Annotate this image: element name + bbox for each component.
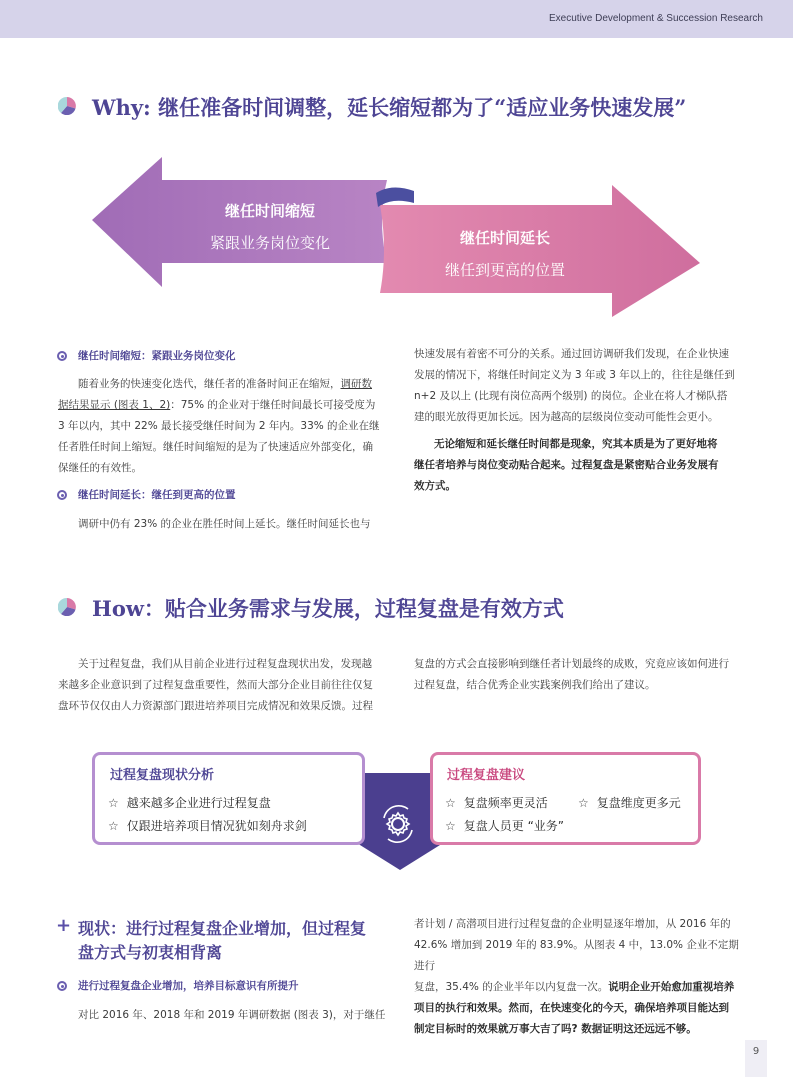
why-paragraph-2: 调研中仍有 23% 的企业在胜任时间上延长。继任时间延长也与	[78, 518, 371, 530]
star-icon: ☆	[445, 796, 456, 810]
status-title: 现状：进行过程复盘企业增加，但过程复 盘方式与初衷相背离	[78, 919, 367, 962]
star-icon: ☆	[108, 819, 119, 833]
status-analysis-item: ☆ 越来越多企业进行过程复盘	[108, 796, 271, 810]
bullet-heading-status: 进行过程复盘企业增加，培养目标意识有所提升	[78, 980, 299, 992]
plus-icon: +	[56, 915, 72, 936]
star-icon: ☆	[578, 796, 589, 810]
status-analysis-title: 过程复盘现状分析	[110, 768, 215, 783]
star-icon: ☆	[445, 819, 456, 833]
suggestion-item: ☆ 复盘人员更 “业务”	[445, 819, 565, 833]
how-section-title: How：贴合业务需求与发展，过程复盘是有效方式	[92, 596, 564, 621]
why-section-title: Why: 继任准备时间调整，延长缩短都为了“适应业务快速发展”	[92, 95, 687, 120]
how-paragraph-left: 关于过程复盘，我们从目前企业进行过程复盘现状出发，发现越 来越多企业意识到了过程复盘重要性，然而大部分企业目前往往仅复 盘环节仅仅由人力资源部门跟进培养项目完成情况和效果反馈。过程	[58, 658, 373, 712]
bullet-heading-extend: 继任时间延长：继任到更高的位置	[78, 489, 236, 501]
star-icon: ☆	[108, 796, 119, 810]
why-paragraph-right-2: 无论缩短和延长继任时间都是现象，究其本质是为了更好地将 继任者培养与岗位变动贴合起来。过程复盘是紧密贴合业务发展有 效方式。	[414, 438, 719, 492]
suggestion-item: ☆ 复盘频率更灵活	[445, 796, 548, 810]
arrow-right-title: 继任时间延长	[459, 229, 550, 247]
status-analysis-item: ☆ 仅跟进培养项目情况犹如刻舟求剑	[108, 819, 307, 833]
bullet-icon	[57, 981, 67, 991]
arrow-right-subtitle: 继任到更高的位置	[444, 261, 565, 279]
why-paragraph-1: 随着业务的快速变化迭代，继任者的准备时间正在缩短，调研数 据结果显示 (图表 1、2)：75% 的企业对于继任时间最长可接受度为 3 年以内，其中 22% 最长接受继任时间为 2 年内。33% 的企业在继 任者胜任时间上缩短。继任时间缩短的是为了快速适应外部变化，确 保继任的有效性。	[58, 378, 380, 474]
how-paragraph-right: 复盘的方式会直接影响到继任者计划最终的成败，究竟应该如何进行 过程复盘，结合优秀企业实践案例我们给出了建议。	[414, 658, 729, 691]
status-paragraph-left: 对比 2016 年、2018 年和 2019 年调研数据 (图表 3)，对于继任	[78, 1009, 386, 1021]
pie-chart-icon	[58, 598, 76, 616]
header-title: Executive Development & Succession Research	[549, 13, 763, 24]
suggestion-title: 过程复盘建议	[447, 768, 526, 783]
page-number: 9	[752, 1046, 760, 1057]
why-paragraph-right-1: 快速发展有着密不可分的关系。通过回访调研我们发现，在企业快速 发展的情况下，将继任时间定义为 3 年或 3 年以上的，往往是继任到 n+2 及以上 (比现有岗位高两个级别) 的岗位。企业在将人才梯队搭 建的眼光放得更加长远。因为越高的层级岗位变动可能性会更小。	[414, 348, 735, 423]
suggestion-item: ☆ 复盘维度更多元	[578, 796, 681, 810]
bullet-icon	[57, 490, 67, 500]
arrow-left-subtitle: 紧跟业务岗位变化	[209, 234, 330, 252]
status-paragraph-right: 者计划 / 高潜项目进行过程复盘的企业明显逐年增加，从 2016 年的 42.6% 增加到 2019 年的 83.9%。从图表 4 中，13.0% 企业不定期进行 复盘，35.4% 的企业半年以内复盘一次。说明企业开始愈加重视培养 项目的执行和效果。然而，在快速变化的今天，确保培养项目能达到 制定目标时的效果就万事大吉了吗? 数据证明这还远远不够。	[414, 918, 739, 1035]
gear-refresh-icon	[378, 804, 418, 844]
bullet-heading-shorten: 继任时间缩短：紧跟业务岗位变化	[78, 350, 236, 362]
arrow-left-title: 继任时间缩短	[224, 202, 315, 220]
pie-chart-icon	[58, 97, 76, 115]
bullet-icon	[57, 351, 67, 361]
